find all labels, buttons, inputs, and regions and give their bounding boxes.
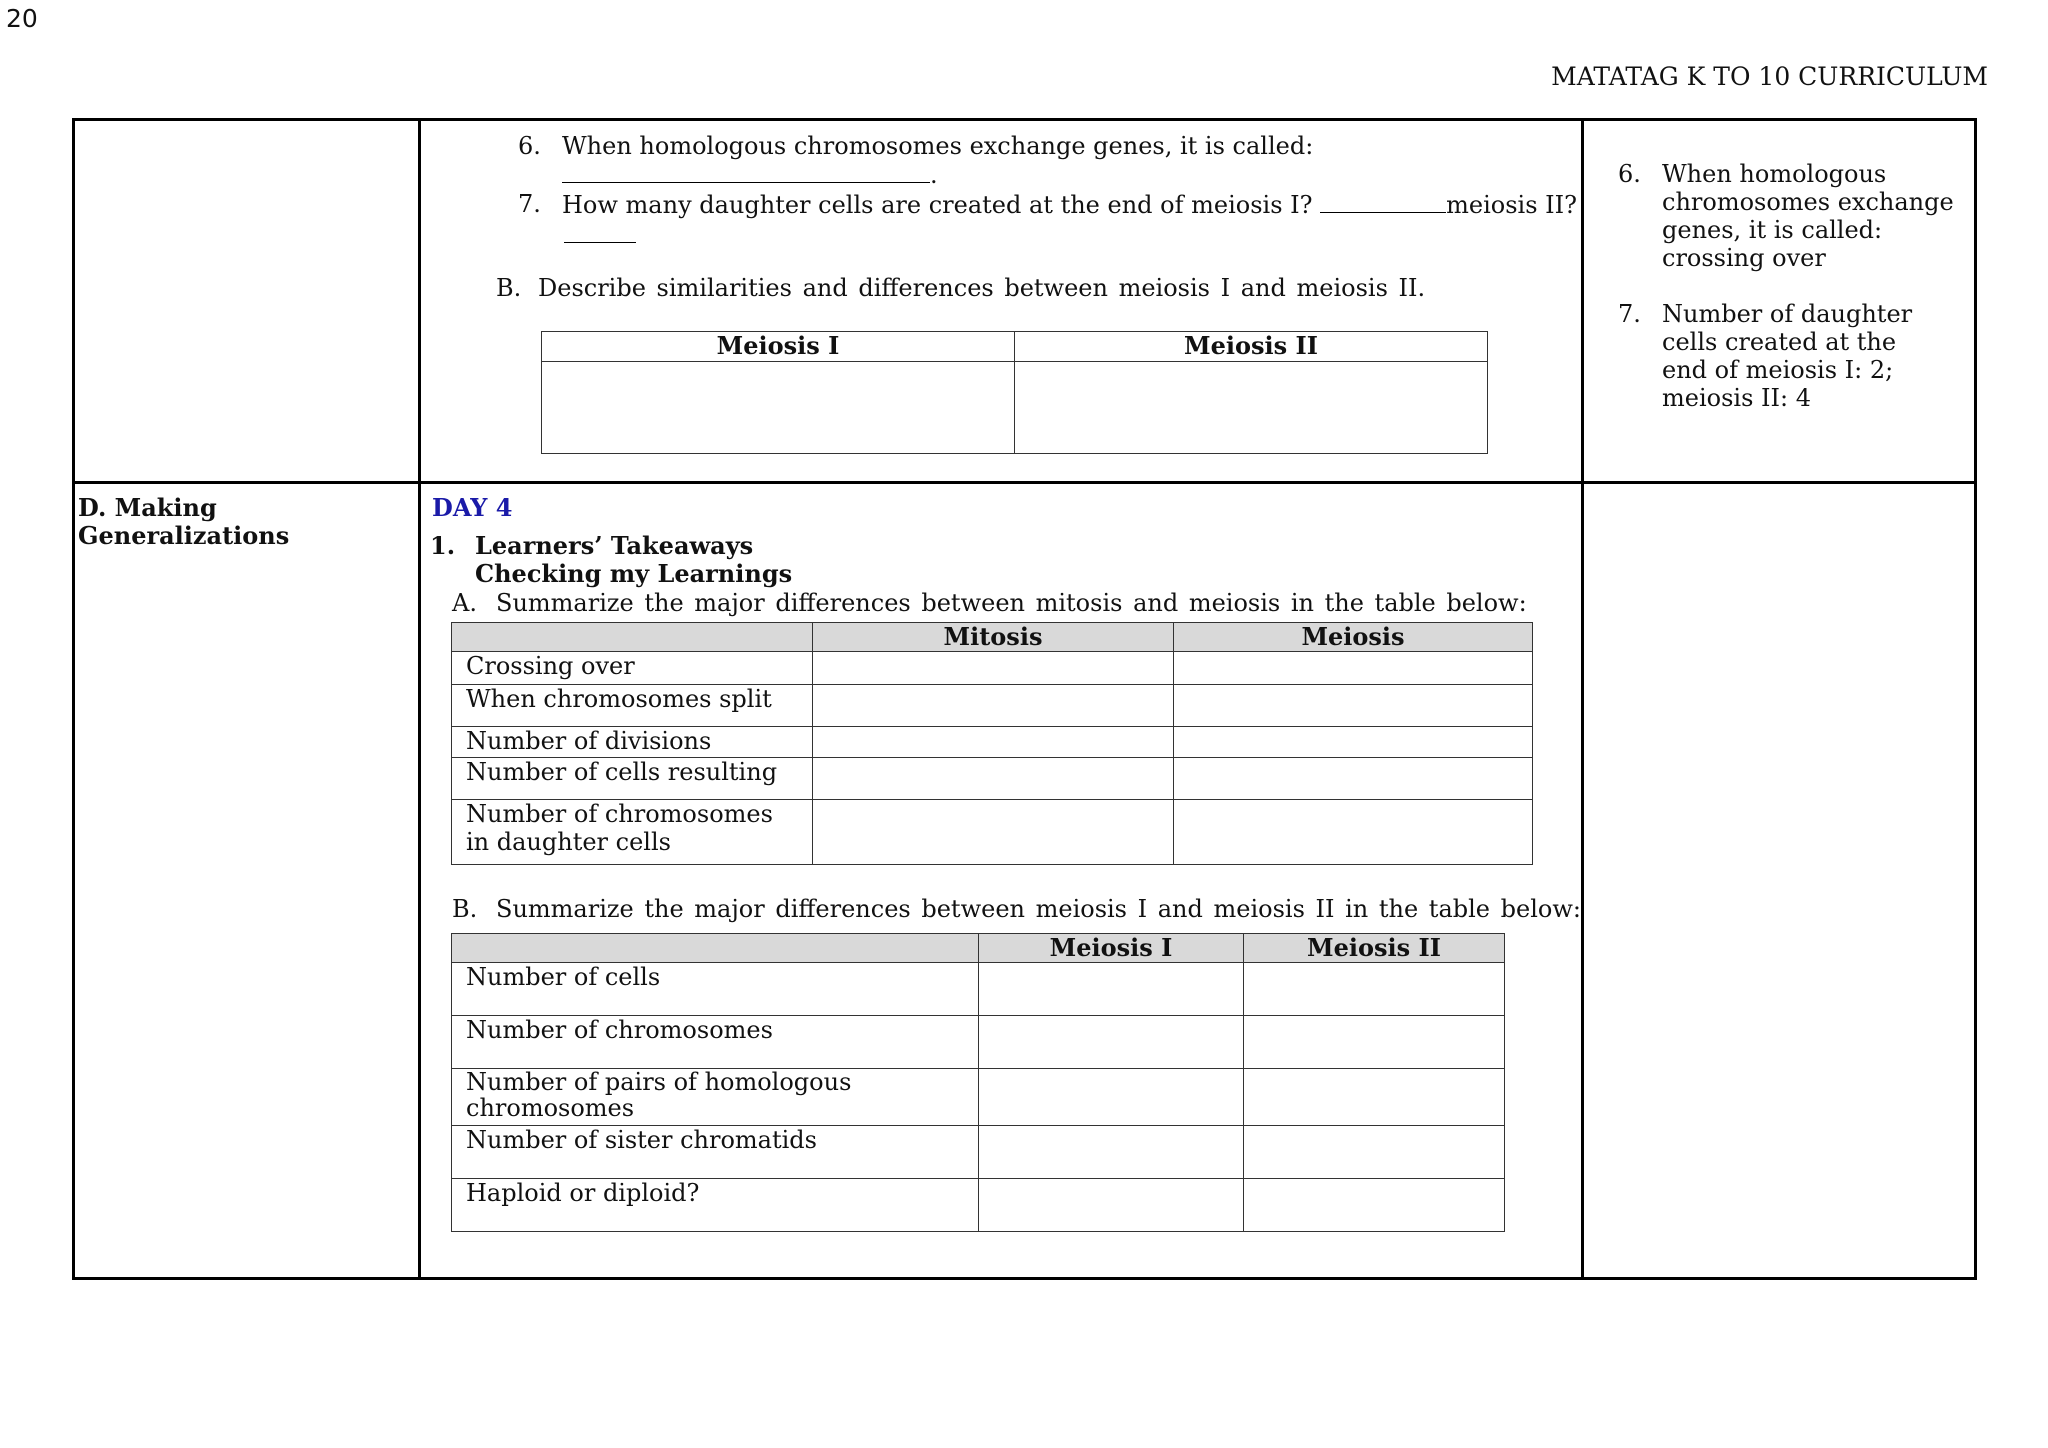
table-cell[interactable] — [1174, 727, 1533, 758]
row-label: Haploid or diploid? — [452, 1179, 979, 1232]
b-text: Describe similarities and differences between meiosis I and meiosis II. — [538, 274, 1426, 302]
table-cell[interactable] — [542, 362, 1015, 454]
table-cell[interactable] — [979, 1016, 1244, 1069]
frame-top — [72, 118, 1977, 121]
frame-right — [1974, 118, 1977, 1280]
answer-7-text: Number of daughter cells created at the end of meiosis I: 2; meiosis II: 4 — [1662, 300, 1913, 412]
table-cell[interactable] — [1174, 800, 1533, 865]
meiosis-i-ii-table — [451, 933, 1505, 1232]
q7-blank-meiosis-1 — [1320, 190, 1446, 213]
table-cell[interactable] — [1015, 362, 1488, 454]
table-cell[interactable] — [1244, 963, 1505, 1016]
frame-col-1 — [418, 118, 421, 1280]
answer-6-text: When homologous chromosomes exchange genes, it is called: crossing over — [1662, 160, 1954, 272]
table-header: Mitosis — [813, 623, 1174, 652]
q7-tail: meiosis II? — [1446, 191, 1577, 219]
part-b-number: B. — [452, 895, 478, 923]
row-label: When chromosomes split — [452, 685, 813, 727]
table-cell[interactable] — [979, 1126, 1244, 1179]
table-cell[interactable] — [1174, 758, 1533, 800]
q6-answer-blank: . — [562, 160, 938, 189]
answer-6-number: 6. — [1618, 160, 1641, 188]
frame-bottom — [72, 1277, 1977, 1280]
row-label: Number of cells resulting — [452, 758, 813, 800]
table-cell[interactable] — [813, 758, 1174, 800]
table-cell[interactable] — [1174, 652, 1533, 685]
table-cell[interactable] — [813, 800, 1174, 865]
table-cell[interactable] — [1244, 1016, 1505, 1069]
row-label: Number of sister chromatids — [452, 1126, 979, 1179]
meiosis-compare-table — [541, 331, 1488, 454]
table-header: Meiosis — [1174, 623, 1533, 652]
item-subtitle: Checking my Learnings — [475, 559, 793, 588]
item-number: 1. — [430, 531, 456, 560]
table-header — [452, 623, 813, 652]
b-number: B. — [496, 274, 522, 302]
q6-text: When homologous chromosomes exchange genes, it is called: — [562, 132, 1314, 160]
table-header — [452, 934, 979, 963]
table-header: Meiosis II — [1015, 332, 1488, 362]
table-cell[interactable] — [813, 685, 1174, 727]
q6-number: 6. — [518, 132, 541, 160]
table-cell[interactable] — [979, 1069, 1244, 1126]
q7-line — [562, 190, 1577, 219]
table-cell[interactable] — [1174, 685, 1533, 727]
section-label: D. Making Generalizations — [78, 493, 290, 550]
answer-7-number: 7. — [1618, 300, 1641, 328]
frame-middle — [72, 481, 1977, 484]
table-header: Meiosis II — [1244, 934, 1505, 963]
item-title: Learners’ Takeaways — [475, 531, 754, 560]
row-label: Number of chromosomes in daughter cells — [452, 800, 813, 865]
part-a-number: A. — [452, 589, 477, 617]
table-cell[interactable] — [813, 727, 1174, 758]
part-b-text: Summarize the major differences between meiosis I and meiosis II in the table below: — [496, 895, 1581, 923]
row-label: Number of cells — [452, 963, 979, 1016]
page-number: 20 — [6, 4, 38, 33]
table-cell[interactable] — [1244, 1179, 1505, 1232]
curriculum-header: MATATAG K TO 10 CURRICULUM — [1551, 62, 1988, 91]
table-cell[interactable] — [979, 1179, 1244, 1232]
row-label: Number of divisions — [452, 727, 813, 758]
part-a-text: Summarize the major differences between mitosis and meiosis in the table below: — [496, 589, 1527, 617]
table-cell[interactable] — [1244, 1069, 1505, 1126]
q7-number: 7. — [518, 190, 541, 218]
row-label: Number of chromosomes — [452, 1016, 979, 1069]
table-header: Meiosis I — [542, 332, 1015, 362]
q7-blank-meiosis-2 — [564, 220, 636, 249]
q7-text: How many daughter cells are created at the end of meiosis I? — [562, 191, 1313, 219]
row-label: Crossing over — [452, 652, 813, 685]
table-header: Meiosis I — [979, 934, 1244, 963]
table-cell[interactable] — [1244, 1126, 1505, 1179]
frame-left — [72, 118, 75, 1280]
table-cell[interactable] — [979, 963, 1244, 1016]
frame-col-2 — [1581, 118, 1584, 1280]
mitosis-meiosis-table — [451, 622, 1533, 865]
table-cell[interactable] — [813, 652, 1174, 685]
row-label: Number of pairs of homologous chromosomes — [452, 1069, 979, 1126]
day-label: DAY 4 — [432, 493, 513, 522]
